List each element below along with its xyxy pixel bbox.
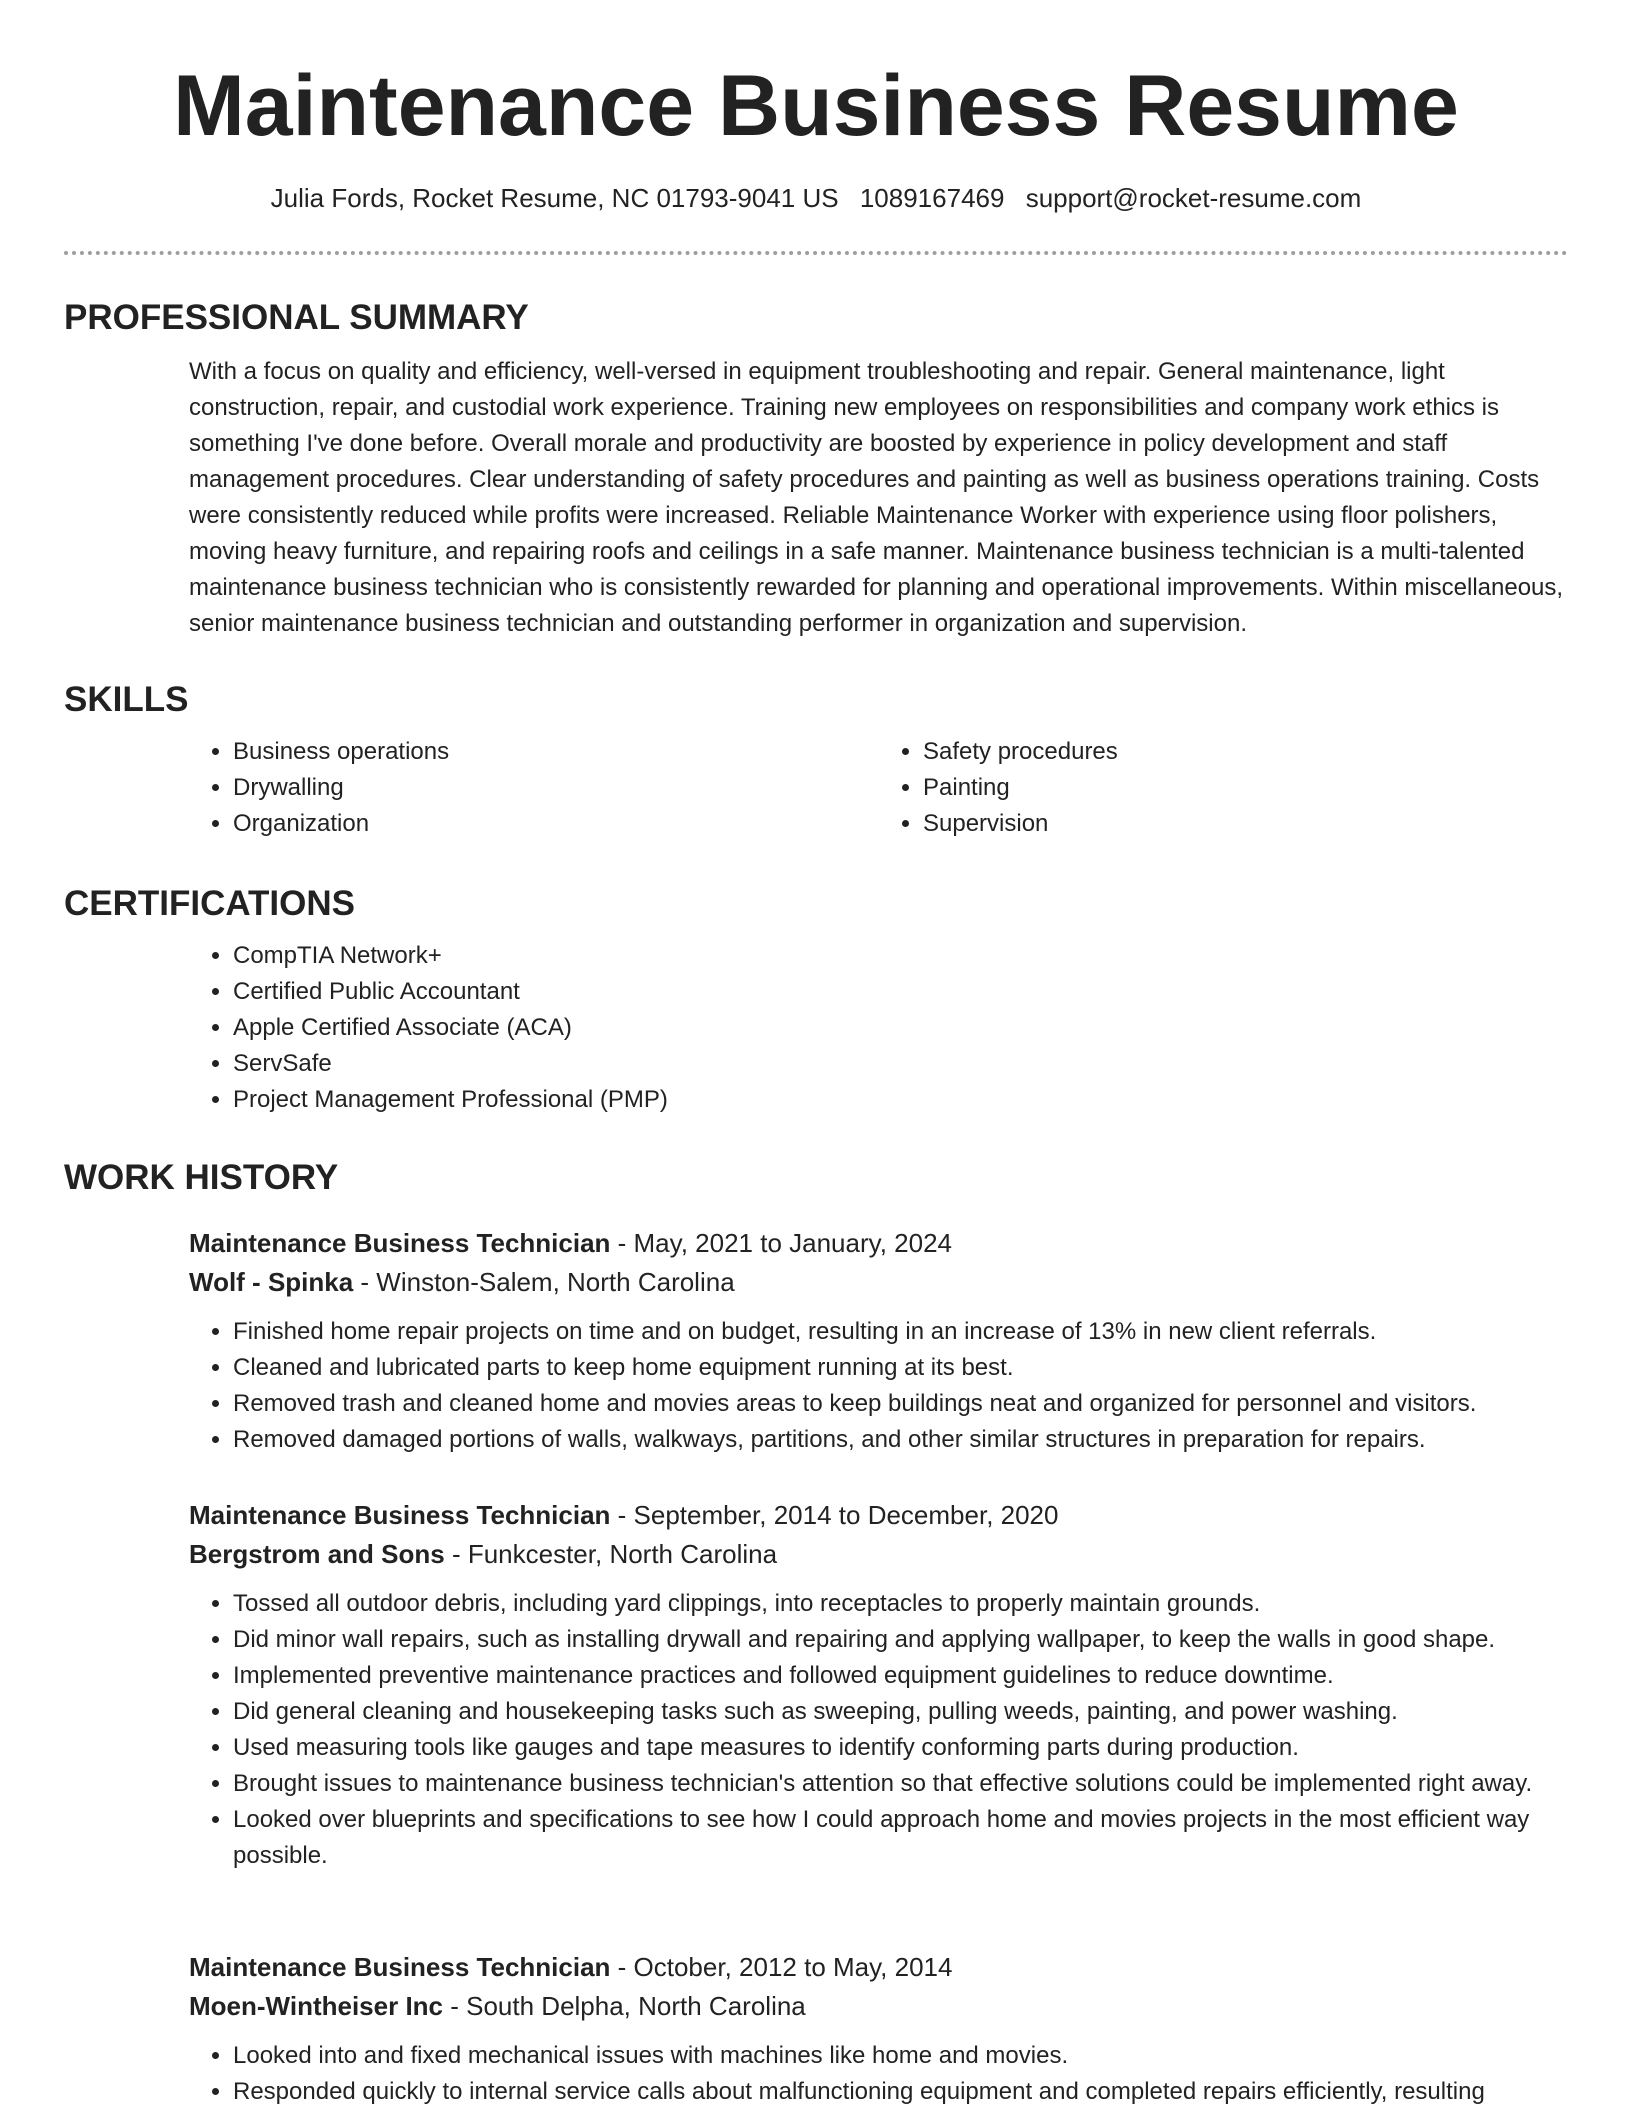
job-title: Maintenance Business Technician <box>189 1500 611 1530</box>
certification-item: • ServSafe <box>233 1046 1569 1082</box>
job-bullets <box>189 2038 1569 2110</box>
summary-section <box>64 296 1568 642</box>
certification-item: • Certified Public Accountant <box>233 974 1569 1010</box>
job-company: Moen-Wintheiser Inc <box>189 1991 444 2021</box>
certifications-heading: CERTIFICATIONS <box>64 884 356 923</box>
job-dates: - May, 2021 to January, 2024 <box>610 1228 952 1258</box>
job-company-line <box>189 1263 1569 1302</box>
job-entry <box>64 1224 1568 1458</box>
job-dates: - October, 2012 to May, 2014 <box>610 1952 953 1982</box>
job-bullet: • Responded quickly to internal service calls about malfunctioning equipment and completed repairs efficiently, resulting <box>233 2074 1569 2110</box>
job-company: Bergstrom and Sons <box>189 1539 445 1569</box>
job-bullet: • Cleaned and lubricated parts to keep home equipment running at its best. <box>233 1350 1569 1386</box>
job-bullet: • Did general cleaning and housekeeping tasks such as sweeping, pulling weeds, painting, and power washing. <box>233 1694 1569 1730</box>
work-history-section <box>64 1156 1568 1200</box>
job-dates: - September, 2014 to December, 2020 <box>610 1500 1059 1530</box>
skill-item: • Safety procedures <box>923 734 1569 770</box>
skill-item: • Business operations <box>233 734 879 770</box>
job-bullet: • Finished home repair projects on time and on budget, resulting in an increase of 13% in new client referrals. <box>233 1314 1569 1350</box>
job-title: Maintenance Business Technician <box>189 1952 611 1982</box>
job-title-line <box>189 1224 1569 1263</box>
job-bullet: • Looked into and fixed mechanical issues with machines like home and movies. <box>233 2038 1569 2074</box>
job-bullet: • Removed damaged portions of walls, walkways, partitions, and other similar structures in preparation for repairs. <box>233 1422 1569 1458</box>
work-history-heading: WORK HISTORY <box>64 1158 339 1197</box>
job-bullet: • Did minor wall repairs, such as installing drywall and repairing and applying wallpaper, to keep the walls in good shape. <box>233 1622 1569 1658</box>
skill-item: • Organization <box>233 806 879 842</box>
job-entry <box>64 1496 1568 1874</box>
job-bullets <box>189 1314 1569 1458</box>
header-divider <box>64 251 1568 255</box>
contact-email: support@rocket-resume.com <box>1025 183 1362 213</box>
contact-address: Julia Fords, Rocket Resume, NC 01793-9041 US <box>270 183 839 213</box>
resume-title: Maintenance Business Resume <box>173 58 1459 154</box>
job-title-line <box>189 1948 1569 1987</box>
skills-list-right <box>879 734 1569 842</box>
job-company-line <box>189 1535 1569 1574</box>
certification-item: • Project Management Professional (PMP) <box>233 1082 1569 1118</box>
certifications-list <box>189 938 1569 1118</box>
contact-phone: 1089167469 <box>859 183 1005 213</box>
job-location: - Winston-Salem, North Carolina <box>353 1267 735 1297</box>
job-company: Wolf - Spinka <box>189 1267 354 1297</box>
skills-heading: SKILLS <box>64 680 189 719</box>
skill-item: • Drywalling <box>233 770 879 806</box>
job-title-line <box>189 1496 1569 1535</box>
skills-grid <box>189 734 1569 842</box>
job-bullet: • Brought issues to maintenance business technician's attention so that effective solutions could be implemented right away. <box>233 1766 1569 1802</box>
certification-item: • Apple Certified Associate (ACA) <box>233 1010 1569 1046</box>
skill-item: • Painting <box>923 770 1569 806</box>
job-bullet: • Used measuring tools like gauges and tape measures to identify conforming parts during production. <box>233 1730 1569 1766</box>
summary-heading: PROFESSIONAL SUMMARY <box>64 298 529 337</box>
job-bullet: • Tossed all outdoor debris, including yard clippings, into receptacles to properly maintain grounds. <box>233 1586 1569 1622</box>
job-company-line <box>189 1987 1569 2026</box>
job-bullet: • Looked over blueprints and specifications to see how I could approach home and movies projects in the most efficient way possible. <box>233 1802 1569 1874</box>
contact-line <box>0 180 1632 216</box>
job-bullet: • Implemented preventive maintenance practices and followed equipment guidelines to reduce downtime. <box>233 1658 1569 1694</box>
certification-item: • CompTIA Network+ <box>233 938 1569 974</box>
skills-list-left <box>189 734 879 842</box>
job-location: - Funkcester, North Carolina <box>444 1539 778 1569</box>
skill-item: • Supervision <box>923 806 1569 842</box>
job-location: - South Delpha, North Carolina <box>443 1991 806 2021</box>
skills-section <box>64 678 1568 842</box>
summary-text: With a focus on quality and efficiency, well-versed in equipment troubleshooting and repair. General maintenance, light construction, repair, and custodial work experience. Training new employees on responsibilities and company work ethics is something I've done before. Overall morale and productivity are boosted by experience in policy development and staff management procedures. Clear understanding of safety procedures and painting as well as business operations training. Costs were consistently reduced while profits were increased. Reliable Maintenance Worker with experience using floor polishers, moving heavy furniture, and repairing roofs and ceilings in a safe manner. Maintenance business technician is a multi-talented maintenance business technician who is consistently rewarded for planning and operational improvements. Within miscellaneous, senior maintenance business technician and outstanding performer in organization and supervision. <box>189 358 1564 637</box>
job-title: Maintenance Business Technician <box>189 1228 611 1258</box>
job-bullets <box>189 1586 1569 1874</box>
certifications-section <box>64 882 1568 1118</box>
job-entry <box>64 1948 1568 2110</box>
job-bullet: • Removed trash and cleaned home and movies areas to keep buildings neat and organized for personnel and visitors. <box>233 1386 1569 1422</box>
